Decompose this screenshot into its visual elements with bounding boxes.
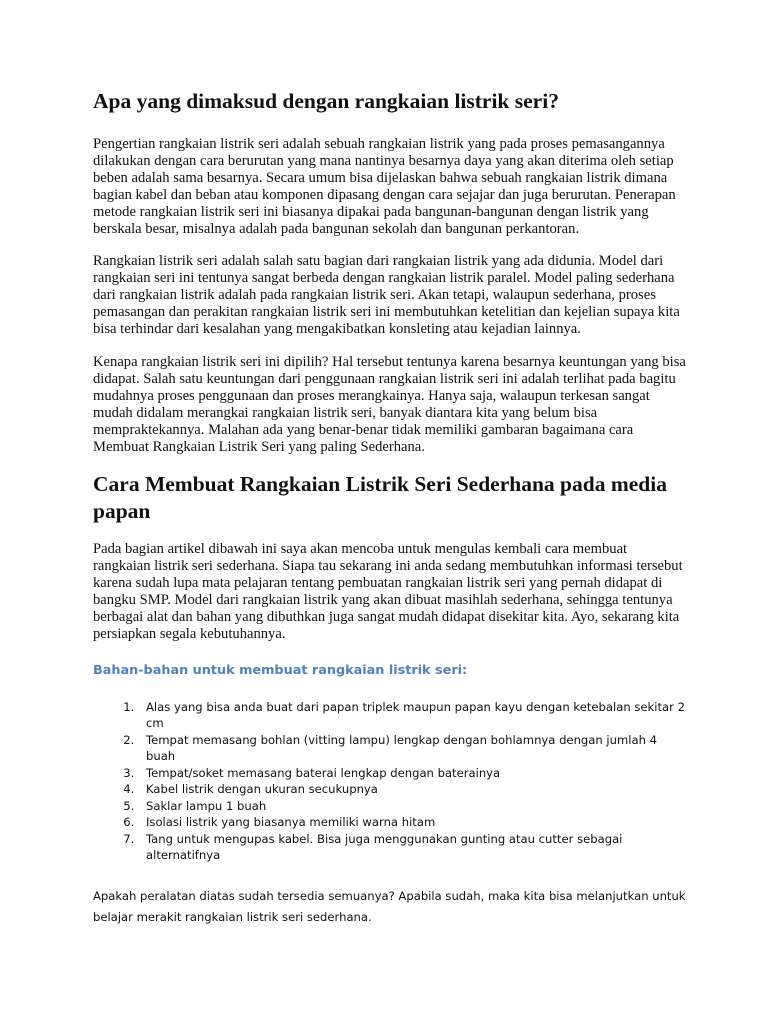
closing-paragraph: Apakah peralatan diatas sudah tersedia semuanya? Apabila sudah, maka kita bisa melanjutkan untuk belajar merakit rangkaian listrik seri sederhana. [93, 888, 686, 925]
list-item: 1. Alas yang bisa anda buat dari papan triplek maupun papan kayu dengan ketebalan sekitar 2 cm [138, 699, 686, 732]
list-item: 6. Isolasi listrik yang biasanya memiliki warna hitam [138, 814, 686, 831]
list-item: 7. Tang untuk mengupas kabel. Bisa juga menggunakan gunting atau cutter sebagai alternatifnya [138, 831, 686, 864]
main-heading: Apa yang dimaksud dengan rangkaian listrik seri? [93, 89, 559, 113]
list-item: 2. Tempat memasang bohlan (vitting lampu) lengkap dengan bohlamnya dengan jumlah 4 buah [138, 732, 686, 765]
materials-subheading: Bahan-bahan untuk membuat rangkaian listrik seri: [93, 662, 468, 678]
section-paragraph: Pada bagian artikel dibawah ini saya akan mencoba untuk mengulas kembali cara membuat rangkaian listrik seri sederhana. Siapa tau sekarang ini anda sedang membutuhkan informasi tersebut karena sudah lupa mata pelajaran tentang pembuatan rangkaian listrik seri yang pernah didapat di bangku SMP. Model dari rangkaian listrik yang akan dibuat masihlah sederhana, sehingga tentunya berbagai alat dan bahan yang dibuthkan juga sangat mudah didapat disekitar kita. Ayo, sekarang kita persiapkan segala kebutuhannya. [93, 541, 683, 642]
intro-paragraph-2: Rangkaian listrik seri adalah salah satu bagian dari rangkaian listrik yang ada didunia. Model dari rangkaian seri ini tentunya sangat berbeda dengan rangkaian listrik paralel. Model paling sederhana dari rangkaian listrik adalah pada rangkaian listrik seri. Akan tetapi, walaupun sederhana, proses pemasangan dan perakitan rangkaian listrik seri ini membutuhkan ketelitian dan kejelian supaya kita bisa terhindar dari kesalahan yang mengakibatkan konsleting atau kejadian lainnya. [93, 253, 680, 338]
materials-list [93, 699, 686, 864]
list-item: 5. Saklar lampu 1 buah [138, 798, 686, 815]
list-item: 3. Tempat/soket memasang baterai lengkap dengan baterainya [138, 765, 686, 782]
intro-paragraph-1: Pengertian rangkaian listrik seri adalah sebuah rangkaian listrik yang pada proses pemasangannya dilakukan dengan cara berurutan yang mana nantinya besarnya daya yang akan diterima oleh setiap beben adalah sama besarnya. Secara umum bisa dijelaskan bahwa sebuah rangkaian listrik dimana bagian kabel dan beban atau komponen dipasang dengan cara sejajar dan juga berurutan. Penerapan metode rangkaian listrik seri ini biasanya dipakai pada bangunan-bangunan dengan listrik yang berskala besar, misalnya adalah pada bangunan sekolah dan bangunan perkantoran. [93, 136, 676, 237]
section-heading: Cara Membuat Rangkaian Listrik Seri Sederhana pada media papan [93, 472, 667, 524]
list-item: 4. Kabel listrik dengan ukuran secukupnya [138, 781, 686, 798]
intro-paragraph-3: Kenapa rangkaian listrik seri ini dipilih? Hal tersebut tentunya karena besarnya keuntungan yang bisa didapat. Salah satu keuntungan dari penggunaan rangkaian listrik seri ini adalah terlihat pada bagitu mudahnya proses penggunaan dan proses merangkainya. Hanya saja, walaupun terkesan sangat mudah didalam merangkai rangkaian listrik seri, banyak diantara kita yang belum bisa mempraktekannya. Malahan ada yang benar-benar tidak memiliki gambaran bagaimana cara Membuat Rangkaian Listrik Seri yang paling Sederhana. [93, 353, 686, 455]
